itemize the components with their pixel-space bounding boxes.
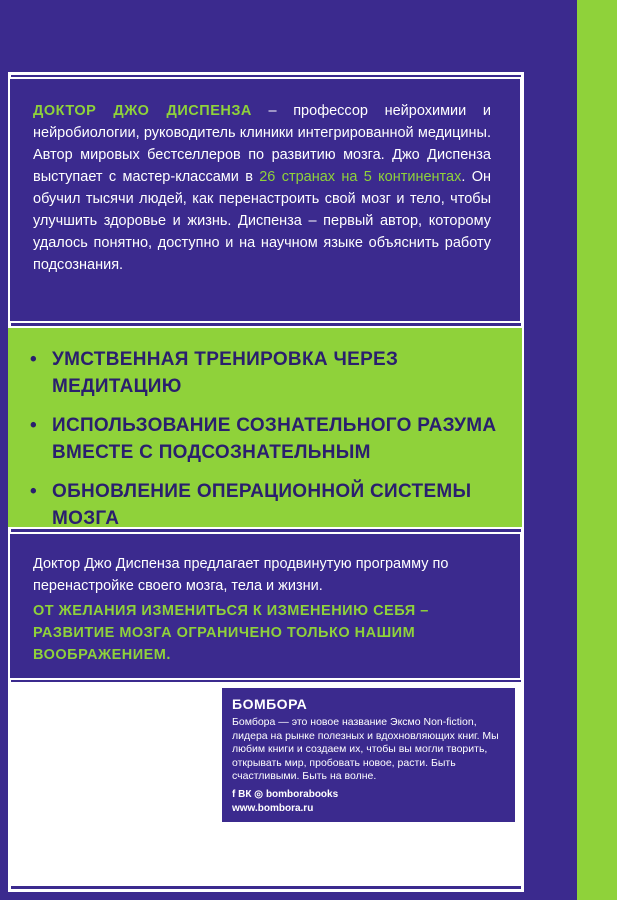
author-name: ДОКТОР ДЖО ДИСПЕНЗА	[33, 103, 252, 119]
feature-text: ИСПОЛЬЗОВАНИЕ СОЗНАТЕЛЬНОГО РАЗУМА ВМЕСТЕ С ПОДСОЗНАТЕЛЬНЫМ	[52, 415, 497, 463]
publisher-description: Бомбора — это новое название Эксмо Non-fiction, лидера на рынке полезных и вдохновляющих книг. Мы любим книги и создаем их, чтобы вы могли творить, открывать мир, пробовать новое, расти. Быть счастливыми. Быть на волне.	[232, 716, 499, 782]
green-spine	[577, 0, 617, 900]
publisher-social	[232, 788, 505, 802]
bullet-dot: •	[30, 481, 37, 502]
feature-text: УМСТВЕННАЯ ТРЕНИРОВКА ЧЕРЕЗ МЕДИТАЦИЮ	[52, 349, 399, 397]
bio-text-1: – профессор нейрохимии и нейробиологии, руководитель клиники интегрированной медицины. Автор мировых бестселлеров по развитию мозга. Джо Диспенза выступает с мастер-классами в	[33, 103, 491, 185]
bullet-dot: •	[30, 349, 37, 370]
feature-item	[30, 412, 500, 466]
slogan-text: ОТ ЖЕЛАНИЯ ИЗМЕНИТЬСЯ К ИЗМЕНЕНИЮ СЕБЯ – РАЗВИТИЕ МОЗГА ОГРАНИЧЕНО ТОЛЬКО НАШИМ ВООБРАЖЕНИЕМ.	[33, 603, 429, 663]
bio-highlight: 26 странах на 5 континентах	[259, 169, 462, 185]
feature-item	[30, 346, 500, 400]
offer-text: Доктор Джо Диспенза предлагает продвинутую программу по перенастройке своего мозга, тела и жизни.	[33, 556, 449, 594]
feature-list	[30, 346, 500, 544]
feature-text: ОБНОВЛЕНИЕ ОПЕРАЦИОННОЙ СИСТЕМЫ МОЗГА	[52, 481, 472, 529]
feature-item	[30, 478, 500, 532]
bullet-dot: •	[30, 415, 37, 436]
author-bio	[33, 100, 491, 276]
bio-text-2: . Он обучил тысячи людей, как перенастроить свой мозг и тело, чтобы улучшить здоровье и жизнь. Диспенза – первый автор, которому удалось понятно, доступно и на научном языке объяснить работу подсознания.	[33, 169, 492, 273]
social-handle: bomborabooks	[265, 788, 339, 800]
social-icons: f ВК ◎	[232, 788, 263, 800]
publisher-box	[222, 688, 515, 822]
publisher-site: www.bombora.ru	[232, 802, 314, 814]
publisher-name: БОМБОРА	[232, 696, 308, 712]
